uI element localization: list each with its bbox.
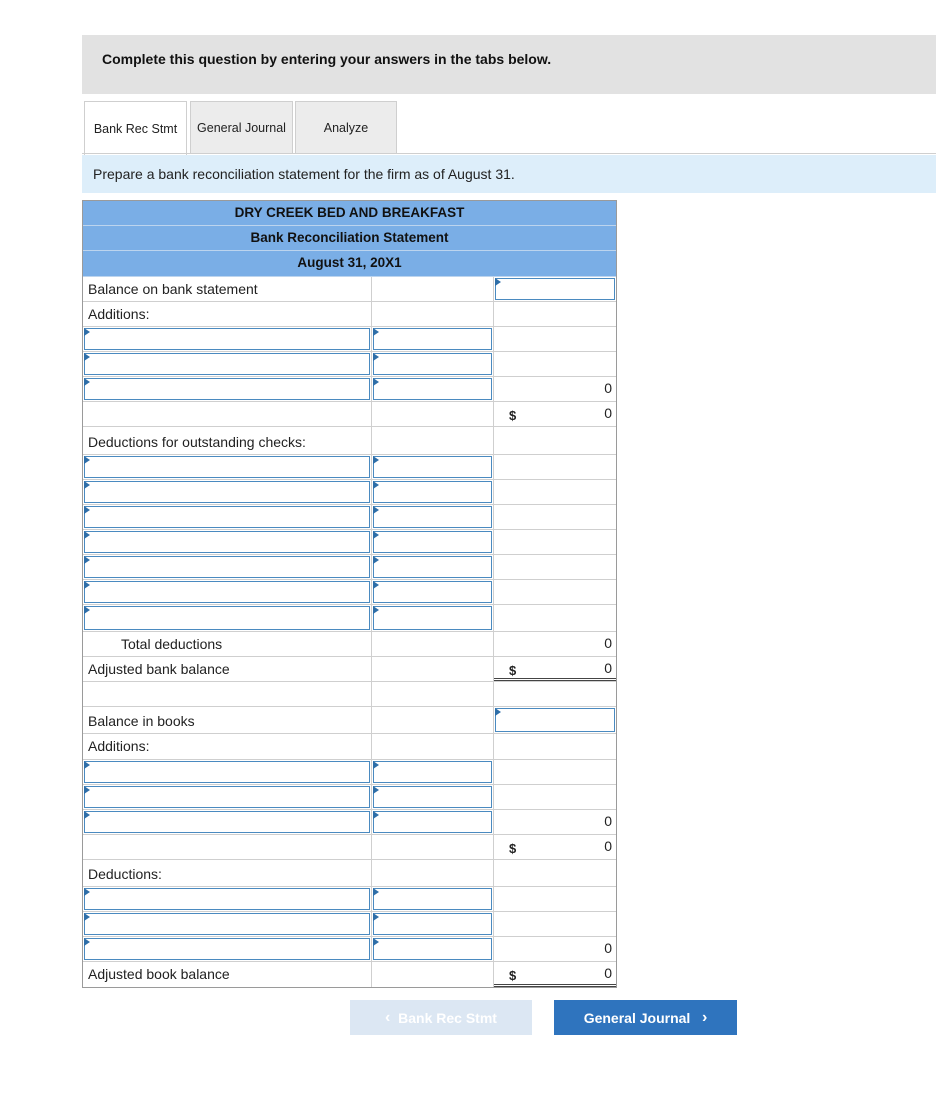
input-bank-addition-desc[interactable] <box>84 378 370 400</box>
label-additions-books: Additions: <box>88 738 150 754</box>
row-book-subtotal <box>83 835 616 860</box>
tab-general-journal[interactable]: General Journal <box>190 101 293 153</box>
label-additions: Additions: <box>88 306 150 322</box>
adjusted-bank-balance: 0 <box>604 660 612 676</box>
label-adjusted-bank: Adjusted bank balance <box>88 661 230 677</box>
row-outstanding-check <box>83 555 616 580</box>
next-tab-label: General Journal <box>583 1009 691 1026</box>
book-additions-total: 0 <box>604 813 612 829</box>
row-additions-header <box>83 302 616 327</box>
label-balance-books: Balance in books <box>88 713 195 729</box>
row-bank-addition <box>83 327 616 352</box>
row-adjusted-book <box>83 962 616 987</box>
dollar-sign: $ <box>509 663 517 678</box>
bank-subtotal: 0 <box>604 405 612 421</box>
row-total-deductions <box>83 632 616 657</box>
row-bank-addition <box>83 352 616 377</box>
input-check-amount[interactable] <box>373 606 492 630</box>
input-check-amount[interactable] <box>373 506 492 528</box>
input-book-addition-amount[interactable] <box>373 811 492 833</box>
input-book-deduction-amount[interactable] <box>373 938 492 960</box>
row-book-addition <box>83 785 616 810</box>
row-deductions-header <box>83 427 616 455</box>
chevron-right-icon: › <box>701 1008 708 1026</box>
input-balance-books-amount[interactable] <box>495 708 615 732</box>
input-bank-addition-desc[interactable] <box>84 328 370 350</box>
row-outstanding-check <box>83 455 616 480</box>
statement-title: Bank Reconciliation Statement <box>83 226 616 251</box>
row-book-deduction <box>83 912 616 937</box>
input-check-desc[interactable] <box>84 481 370 503</box>
prev-tab-label: Bank Rec Stmt <box>398 1009 497 1026</box>
tab-analyze[interactable]: Analyze <box>295 101 397 153</box>
input-check-desc[interactable] <box>84 581 370 603</box>
input-bank-addition-amount[interactable] <box>373 328 492 350</box>
input-bank-addition-amount[interactable] <box>373 353 492 375</box>
label-balance-bank: Balance on bank statement <box>88 281 258 297</box>
row-outstanding-check <box>83 580 616 605</box>
tab-divider <box>82 153 936 154</box>
statement-company: DRY CREEK BED AND BREAKFAST <box>83 201 616 226</box>
label-adjusted-book: Adjusted book balance <box>88 966 230 982</box>
row-outstanding-check <box>83 530 616 555</box>
chevron-left-icon: ‹ <box>385 1008 391 1026</box>
label-deductions-outstanding: Deductions for outstanding checks: <box>88 434 306 450</box>
input-book-deduction-desc[interactable] <box>84 913 370 935</box>
bank-additions-total: 0 <box>604 380 612 396</box>
row-outstanding-check <box>83 480 616 505</box>
row-adjusted-bank <box>83 657 616 682</box>
row-outstanding-check <box>83 505 616 530</box>
total-deductions-value: 0 <box>604 635 612 651</box>
input-book-deduction-amount[interactable] <box>373 913 492 935</box>
input-check-desc[interactable] <box>84 506 370 528</box>
input-bank-addition-amount[interactable] <box>373 378 492 400</box>
instruction-text: Prepare a bank reconciliation statement for the firm as of August 31. <box>93 166 515 182</box>
input-book-addition-desc[interactable] <box>84 811 370 833</box>
row-balance-books <box>83 707 616 734</box>
row-deductions-books-header <box>83 860 616 887</box>
input-book-deduction-amount[interactable] <box>373 888 492 910</box>
book-subtotal: 0 <box>604 838 612 854</box>
dollar-sign: $ <box>509 968 517 983</box>
row-book-addition <box>83 810 616 835</box>
book-deductions-total: 0 <box>604 940 612 956</box>
input-balance-bank-amount[interactable] <box>495 278 615 300</box>
tab-bank-rec-stmt[interactable]: Bank Rec Stmt <box>84 101 187 155</box>
input-check-amount[interactable] <box>373 531 492 553</box>
input-check-amount[interactable] <box>373 581 492 603</box>
input-check-desc[interactable] <box>84 531 370 553</box>
label-deductions-books: Deductions: <box>88 866 162 882</box>
row-blank <box>83 682 616 707</box>
adjusted-book-balance: 0 <box>604 965 612 981</box>
row-bank-addition <box>83 377 616 402</box>
input-check-desc[interactable] <box>84 556 370 578</box>
next-tab-button[interactable] <box>554 1000 737 1035</box>
row-book-deduction <box>83 937 616 962</box>
input-check-amount[interactable] <box>373 456 492 478</box>
instruction-bar <box>82 155 936 193</box>
input-bank-addition-desc[interactable] <box>84 353 370 375</box>
banner-text: Complete this question by entering your answers in the tabs below. <box>102 51 552 67</box>
input-check-desc[interactable] <box>84 606 370 630</box>
input-book-deduction-desc[interactable] <box>84 888 370 910</box>
input-book-deduction-desc[interactable] <box>84 938 370 960</box>
instructions-banner <box>82 35 936 94</box>
row-additions-books-header <box>83 734 616 760</box>
input-book-addition-amount[interactable] <box>373 786 492 808</box>
row-outstanding-check <box>83 605 616 632</box>
statement-date: August 31, 20X1 <box>83 251 616 277</box>
input-book-addition-amount[interactable] <box>373 761 492 783</box>
bank-reconciliation-statement <box>82 200 617 988</box>
input-check-amount[interactable] <box>373 481 492 503</box>
dollar-sign: $ <box>509 841 517 856</box>
input-check-amount[interactable] <box>373 556 492 578</box>
label-total-deductions: Total deductions <box>121 636 223 652</box>
row-book-addition <box>83 760 616 785</box>
input-book-addition-desc[interactable] <box>84 786 370 808</box>
input-book-addition-desc[interactable] <box>84 761 370 783</box>
dollar-sign: $ <box>509 408 517 423</box>
input-check-desc[interactable] <box>84 456 370 478</box>
row-bank-subtotal <box>83 402 616 427</box>
row-book-deduction <box>83 887 616 912</box>
row-balance-bank <box>83 277 616 302</box>
prev-tab-button[interactable] <box>350 1000 532 1035</box>
